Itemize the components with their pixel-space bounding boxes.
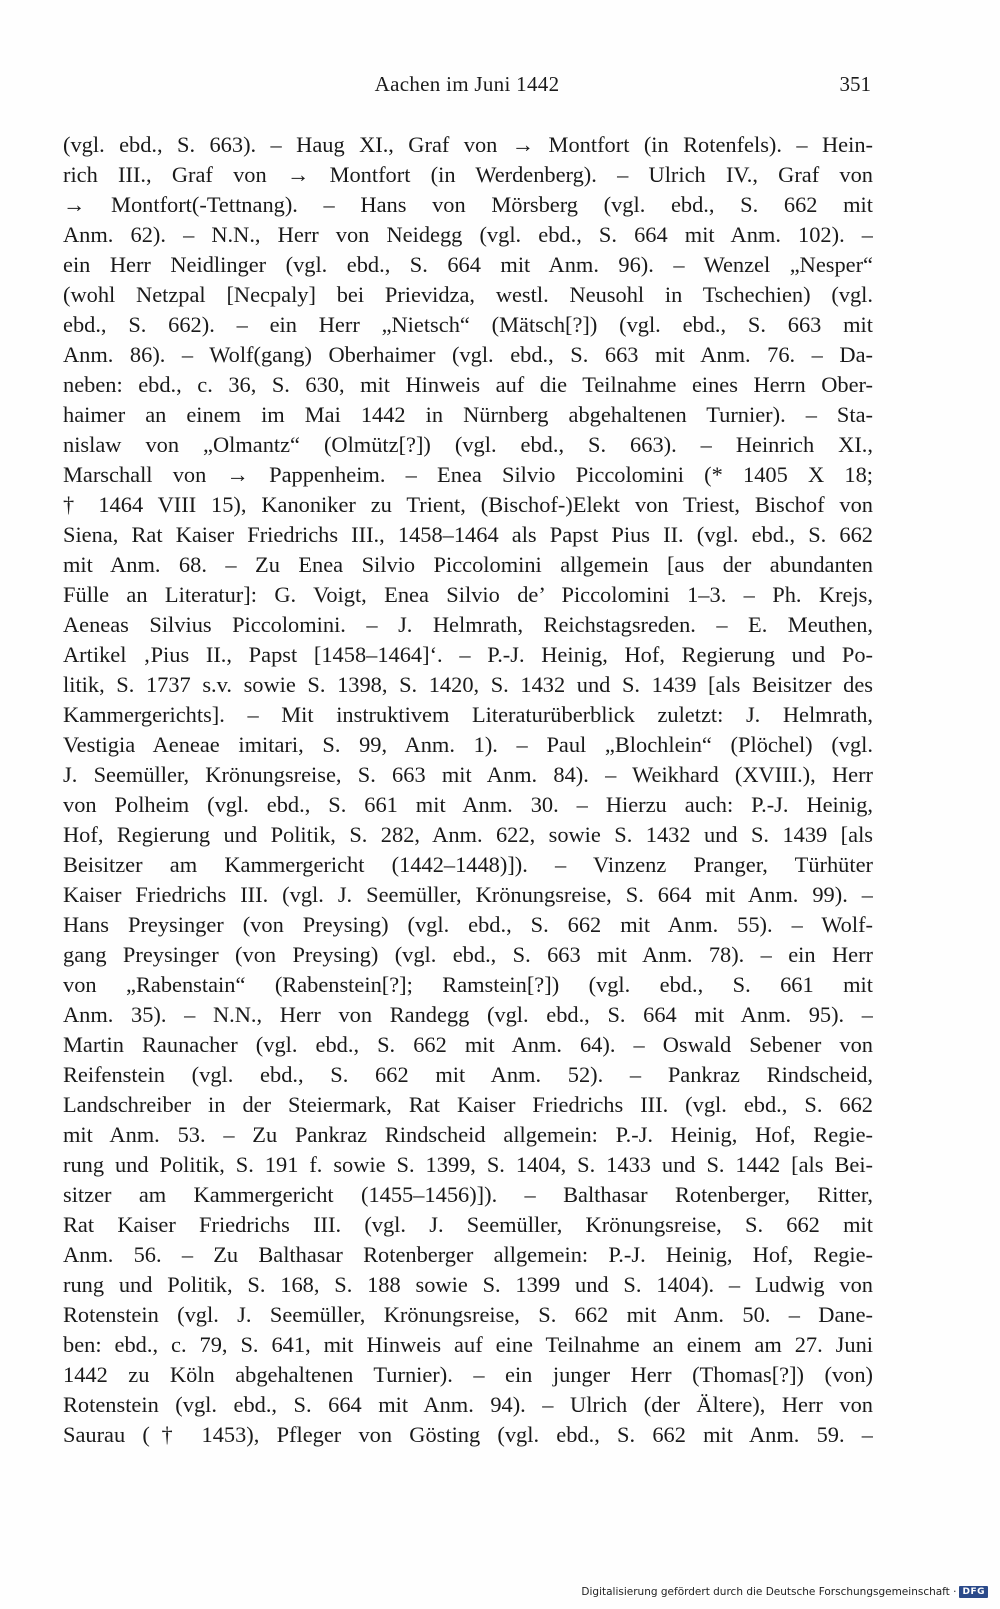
text-line: Rat Kaiser Friedrichs III. (vgl. J. Seemüller, Krönungsreise, S. 662 mit bbox=[63, 1212, 873, 1237]
text-line: Artikel ‚Pius II., Papst [1458–1464]‘. – P.-J. Heinig, Hof, Regierung und Po- bbox=[63, 642, 873, 667]
text-line: Kaiser Friedrichs III. (vgl. J. Seemüller, Krönungsreise, S. 664 mit Anm. 99). – bbox=[63, 882, 873, 907]
running-title: Aachen im Juni 1442 bbox=[374, 72, 560, 96]
text-line: Rotenstein (vgl. J. Seemüller, Krönungsreise, S. 662 mit Anm. 50. – Dane- bbox=[63, 1302, 873, 1327]
text-line: (vgl. ebd., S. 663). – Haug XI., Graf von → Montfort (in Rotenfels). – Hein- bbox=[63, 132, 873, 157]
credit-text: Digitalisierung gefördert durch die Deutsche Forschungsgemeinschaft · bbox=[581, 1586, 957, 1598]
text-line: rung und Politik, S. 191 f. sowie S. 1399, S. 1404, S. 1433 und S. 1442 [als Bei- bbox=[63, 1152, 873, 1177]
text-line: sitzer am Kammergericht (1455–1456)]). – Balthasar Rotenberger, Ritter, bbox=[63, 1182, 873, 1207]
text-line: Kammergerichts]. – Mit instruktivem Literaturüberblick zuletzt: J. Helmrath, bbox=[63, 702, 873, 727]
text-line: Marschall von → Pappenheim. – Enea Silvio Piccolomini (* 1405 X 18; bbox=[63, 462, 873, 487]
text-line: Martin Raunacher (vgl. ebd., S. 662 mit Anm. 64). – Oswald Sebener von bbox=[63, 1032, 873, 1057]
text-line: nislaw von „Olmantz“ (Olmütz[?]) (vgl. ebd., S. 663). – Heinrich XI., bbox=[63, 432, 873, 457]
text-line: Anm. 86). – Wolf(gang) Oberhaimer (vgl. ebd., S. 663 mit Anm. 76. – Da- bbox=[63, 342, 873, 367]
text-line: haimer an einem im Mai 1442 in Nürnberg abgehaltenen Turnier). – Sta- bbox=[63, 402, 873, 427]
text-line: ben: ebd., c. 79, S. 641, mit Hinweis auf eine Teilnahme an einem am 27. Juni bbox=[63, 1332, 873, 1357]
text-line: → Montfort(-Tettnang). – Hans von Mörsberg (vgl. ebd., S. 662 mit bbox=[63, 192, 873, 217]
text-line: J. Seemüller, Krönungsreise, S. 663 mit Anm. 84). – Weikhard (XVIII.), Herr bbox=[63, 762, 873, 787]
text-line: litik, S. 1737 s.v. sowie S. 1398, S. 1420, S. 1432 und S. 1439 [als Beisitzer des bbox=[63, 672, 873, 697]
text-line: 1442 zu Köln abgehaltenen Turnier). – ein junger Herr (Thomas[?]) (von) bbox=[63, 1362, 873, 1387]
page-number: 351 bbox=[839, 72, 871, 96]
text-line: † 1464 VIII 15), Kanoniker zu Trient, (Bischof-)Elekt von Triest, Bischof von bbox=[63, 492, 873, 517]
text-line: von Polheim (vgl. ebd., S. 661 mit Anm. 30. – Hierzu auch: P.-J. Heinig, bbox=[63, 792, 873, 817]
text-line: Beisitzer am Kammergericht (1442–1448)]). – Vinzenz Pranger, Türhüter bbox=[63, 852, 873, 877]
text-line: Rotenstein (vgl. ebd., S. 664 mit Anm. 94). – Ulrich (der Ältere), Herr von bbox=[63, 1392, 873, 1417]
text-line: Siena, Rat Kaiser Friedrichs III., 1458–1464 als Papst Pius II. (vgl. ebd., S. 662 bbox=[63, 522, 873, 547]
text-line: mit Anm. 53. – Zu Pankraz Rindscheid allgemein: P.-J. Heinig, Hof, Regie- bbox=[63, 1122, 873, 1147]
text-line: Vestigia Aeneae imitari, S. 99, Anm. 1). – Paul „Blochlein“ (Plöchel) (vgl. bbox=[63, 732, 873, 757]
text-line: Anm. 56. – Zu Balthasar Rotenberger allgemein: P.-J. Heinig, Hof, Regie- bbox=[63, 1242, 873, 1267]
text-line: Anm. 35). – N.N., Herr von Randegg (vgl. ebd., S. 664 mit Anm. 95). – bbox=[63, 1002, 873, 1027]
text-line: ebd., S. 662). – ein Herr „Nietsch“ (Mätsch[?]) (vgl. ebd., S. 663 mit bbox=[63, 312, 873, 337]
text-line: von „Rabenstain“ (Rabenstein[?]; Ramstein[?]) (vgl. ebd., S. 661 mit bbox=[63, 972, 873, 997]
text-line: (wohl Netzpal [Necpaly] bei Prievidza, westl. Neusohl in Tschechien) (vgl. bbox=[63, 282, 873, 307]
text-line: ein Herr Neidlinger (vgl. ebd., S. 664 mit Anm. 96). – Wenzel „Nesper“ bbox=[63, 252, 873, 277]
text-line: Aeneas Silvius Piccolomini. – J. Helmrath, Reichstagsreden. – E. Meuthen, bbox=[63, 612, 873, 637]
text-line: mit Anm. 68. – Zu Enea Silvio Piccolomini allgemein [aus der abundanten bbox=[63, 552, 873, 577]
digitization-credit bbox=[581, 1586, 988, 1598]
dfg-logo-icon: DFG bbox=[959, 1586, 988, 1598]
text-line: Anm. 62). – N.N., Herr von Neidegg (vgl. ebd., S. 664 mit Anm. 102). – bbox=[63, 222, 873, 247]
text-line: gang Preysinger (von Preysing) (vgl. ebd., S. 663 mit Anm. 78). – ein Herr bbox=[63, 942, 873, 967]
running-header bbox=[63, 72, 871, 102]
body-text bbox=[63, 130, 873, 1450]
text-line: rich III., Graf von → Montfort (in Werdenberg). – Ulrich IV., Graf von bbox=[63, 162, 873, 187]
text-line: Landschreiber in der Steiermark, Rat Kaiser Friedrichs III. (vgl. ebd., S. 662 bbox=[63, 1092, 873, 1117]
text-line: Hof, Regierung und Politik, S. 282, Anm. 622, sowie S. 1432 und S. 1439 [als bbox=[63, 822, 873, 847]
text-line: neben: ebd., c. 36, S. 630, mit Hinweis auf die Teilnahme eines Herrn Ober- bbox=[63, 372, 873, 397]
text-line: Saurau († 1453), Pfleger von Gösting (vgl. ebd., S. 662 mit Anm. 59. – bbox=[63, 1422, 873, 1447]
text-line: rung und Politik, S. 168, S. 188 sowie S. 1399 und S. 1404). – Ludwig von bbox=[63, 1272, 873, 1297]
text-line: Hans Preysinger (von Preysing) (vgl. ebd., S. 662 mit Anm. 55). – Wolf- bbox=[63, 912, 873, 937]
text-line: Reifenstein (vgl. ebd., S. 662 mit Anm. 52). – Pankraz Rindscheid, bbox=[63, 1062, 873, 1087]
text-line: Fülle an Literatur]: G. Voigt, Enea Silvio de’ Piccolomini 1–3. – Ph. Krejs, bbox=[63, 582, 873, 607]
